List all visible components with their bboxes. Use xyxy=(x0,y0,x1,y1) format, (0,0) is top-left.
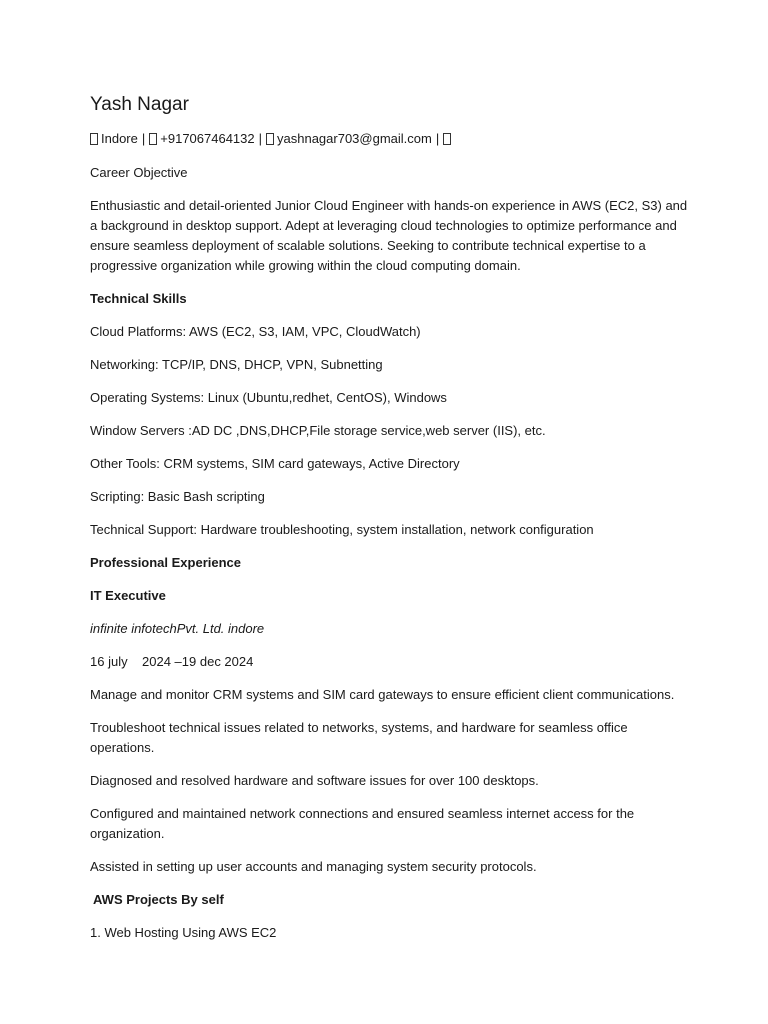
contact-phone: +917067464132 xyxy=(160,131,255,146)
contact-separator: | xyxy=(141,131,146,146)
projects-heading: AWS Projects By self xyxy=(93,892,224,907)
job-duty: Configured and maintained network connections and ensured seamless internet access for the organization. xyxy=(90,806,635,841)
job-duty: Assisted in setting up user accounts and managing system security protocols. xyxy=(90,859,537,874)
objective-heading: Career Objective xyxy=(90,165,188,180)
skills-heading: Technical Skills xyxy=(90,291,187,306)
job-duty: Diagnosed and resolved hardware and software issues for over 100 desktops. xyxy=(90,773,539,788)
link-icon xyxy=(443,133,451,145)
phone-icon xyxy=(149,133,157,145)
job-dates: 16 july 2024 –19 dec 2024 xyxy=(90,654,254,669)
job-duty: Troubleshoot technical issues related to networks, systems, and hardware for seamless office operations. xyxy=(90,720,628,755)
candidate-name: Yash Nagar xyxy=(90,94,189,115)
email-icon xyxy=(266,133,274,145)
objective-text: Enthusiastic and detail-oriented Junior Cloud Engineer with hands-on experience in AWS (EC2, S3) and a background in desktop support. Adept at leveraging cloud technologies to optimize performance and ensure seamless deployment of scalable solutions. Seeking to contribute technical expertise to a progressive organization while growing within the cloud computing domain. xyxy=(90,198,688,273)
skill-item: Scripting: Basic Bash scripting xyxy=(90,489,265,504)
skill-item: Technical Support: Hardware troubleshooting, system installation, network configuration xyxy=(90,522,594,537)
contact-separator: | xyxy=(435,131,440,146)
contact-email: yashnagar703@gmail.com xyxy=(277,131,432,146)
skill-item: Window Servers :AD DC ,DNS,DHCP,File storage service,web server (IIS), etc. xyxy=(90,423,546,438)
contact-location: Indore xyxy=(101,131,138,146)
skill-item: Cloud Platforms: AWS (EC2, S3, IAM, VPC, CloudWatch) xyxy=(90,324,421,339)
location-icon xyxy=(90,133,98,145)
project-item: 1. Web Hosting Using AWS EC2 xyxy=(90,925,277,940)
skill-item: Other Tools: CRM systems, SIM card gateways, Active Directory xyxy=(90,456,460,471)
contact-separator: | xyxy=(258,131,263,146)
skill-item: Operating Systems: Linux (Ubuntu,redhet, CentOS), Windows xyxy=(90,390,447,405)
resume-document xyxy=(90,92,690,956)
job-company: infinite infotechPvt. Ltd. indore xyxy=(90,621,265,636)
contact-line xyxy=(90,130,690,148)
job-duty: Manage and monitor CRM systems and SIM card gateways to ensure efficient client communications. xyxy=(90,687,675,702)
skill-item: Networking: TCP/IP, DNS, DHCP, VPN, Subnetting xyxy=(90,357,383,372)
job-role: IT Executive xyxy=(90,588,166,603)
experience-heading: Professional Experience xyxy=(90,555,242,570)
